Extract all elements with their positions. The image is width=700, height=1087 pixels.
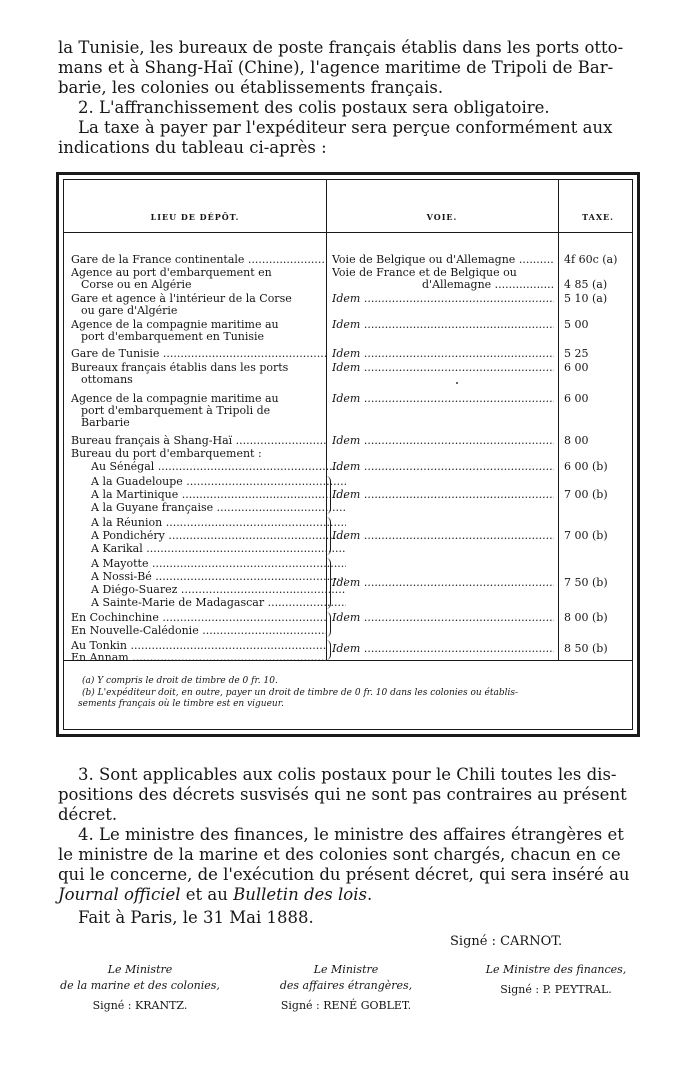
row-4-lieu-a: Agence de la compagnie maritime au xyxy=(71,319,279,331)
row-8-voie: Idem ..... xyxy=(332,435,554,447)
colony-guadeloupe: A la Guadeloupe ..... xyxy=(71,476,346,488)
colony-group-3-taxe: 7 00 (b) xyxy=(564,530,608,542)
brace-group-3 xyxy=(326,517,331,555)
signature-peytral xyxy=(456,962,656,998)
signature-goblet xyxy=(248,962,444,1014)
row-7-voie: Idem ..... xyxy=(332,393,554,405)
row-8-lieu: Bureau français à Shang-Haï ..... xyxy=(71,435,326,447)
tariff-table xyxy=(56,172,640,737)
row-4-taxe: 5 00 xyxy=(564,319,589,331)
colony-group-2-taxe: 7 00 (b) xyxy=(564,489,608,501)
row-2-lieu-a: Agence au port d'embarquement en xyxy=(71,267,272,279)
colony-tonkin: Au Tonkin ..... xyxy=(71,640,326,652)
colony-guyane: A la Guyane française ..... xyxy=(71,502,346,514)
header-divider xyxy=(64,232,632,233)
date-line: Fait à Paris, le 31 Mai 1888. xyxy=(78,908,314,927)
row-6-voie: Idem ..... xyxy=(332,362,554,374)
ink-dot xyxy=(456,382,458,384)
note-b-line-2: sements français où le timbre est en vigueur. xyxy=(78,699,284,709)
row-4-lieu-b: port d'embarquement en Tunisie xyxy=(81,331,265,343)
row-7-taxe: 6 00 xyxy=(564,393,589,405)
colony-martinique: A la Martinique ..... xyxy=(71,489,346,501)
colony-nouvelle-caledonie: En Nouvelle-Calédonie ..... xyxy=(71,625,326,637)
tariff-table-inner xyxy=(63,179,633,730)
colony-sainte-marie: A Sainte-Marie de Madagascar ..... xyxy=(71,597,346,609)
note-b-line-1: (b) L'expéditeur doit, en outre, payer un droit de timbre de 0 fr. 10 dans les colonies ou établis- xyxy=(82,688,519,698)
row-7-lieu-c: Barbarie xyxy=(81,417,130,429)
colony-pondichery: A Pondichéry ..... xyxy=(71,530,346,542)
article-4-connector: et au xyxy=(180,885,234,904)
row-7-lieu-b: port d'embarquement à Tripoli de xyxy=(81,405,271,417)
header-taxe: TAXE. xyxy=(582,212,614,222)
article-4-line-3: qui le concerne, de l'exécution du présent décret, qui sera inséré au xyxy=(58,865,630,884)
row-4-voie: Idem ..... xyxy=(332,319,554,331)
row-2-voie-a: Voie de France et de Belgique ou xyxy=(332,267,517,279)
brace-group-2 xyxy=(326,476,331,514)
article-4-line-4 xyxy=(58,885,372,905)
brace-group-6 xyxy=(326,640,331,660)
row-2-voie-b: d'Allemagne ..... xyxy=(332,279,554,291)
taxe-line-1: La taxe à payer par l'expéditeur sera perçue conformément aux xyxy=(78,118,613,137)
colony-group-4-taxe: 7 50 (b) xyxy=(564,577,608,589)
krantz-signed: Signé : KRANTZ. xyxy=(92,999,188,1012)
colony-group-5-voie: Idem ..... xyxy=(332,612,554,624)
note-a: (a) Y compris le droit de timbre de 0 fr. 10. xyxy=(82,676,278,686)
header-lieu: LIEU DE DÉPÔT. xyxy=(150,212,240,222)
brace-group-4 xyxy=(326,558,331,609)
krantz-title-2: de la marine et des colonies, xyxy=(60,979,220,992)
article-2: 2. L'affranchissement des colis postaux sera obligatoire. xyxy=(78,98,550,117)
article-4-line-2: le ministre de la marine et des colonies sont chargés, chacun en ce xyxy=(58,845,621,864)
colony-mayotte: A Mayotte ..... xyxy=(71,558,346,570)
peytral-signed: Signé : P. PEYTRAL. xyxy=(500,983,612,996)
signature-krantz xyxy=(42,962,238,1014)
goblet-signed: Signé : RENÉ GOBLET. xyxy=(280,999,412,1012)
colony-nossi-be: A Nossi-Bé ..... xyxy=(71,571,346,583)
row-3-lieu-a: Gare et agence à l'intérieur de la Corse xyxy=(71,293,292,305)
row-5-lieu: Gare de Tunisie ..... xyxy=(71,348,326,360)
row-1-voie: Voie de Belgique ou d'Allemagne ..... xyxy=(332,254,554,266)
peytral-title: Le Ministre des finances, xyxy=(485,963,627,976)
row-3-lieu-b: ou gare d'Algérie xyxy=(81,305,178,317)
colony-group-5-taxe: 8 00 (b) xyxy=(564,612,608,624)
row-1-taxe: 4f 60c (a) xyxy=(564,254,618,266)
row-5-voie: Idem ..... xyxy=(332,348,554,360)
brace-group-5 xyxy=(326,612,331,637)
krantz-title-1: Le Ministre xyxy=(107,963,173,976)
bulletin-des-lois: Bulletin des lois xyxy=(233,885,367,904)
colony-group-1-taxe: 6 00 (b) xyxy=(564,461,608,473)
row-6-lieu-a: Bureaux français établis dans les ports xyxy=(71,362,289,374)
article-3-line-3: décret. xyxy=(58,805,118,824)
article-3-line-1: 3. Sont applicables aux colis postaux pour le Chili toutes les dis- xyxy=(78,765,617,784)
colony-cochinchine: En Cochinchine ..... xyxy=(71,612,326,624)
goblet-title-2: des affaires étrangères, xyxy=(279,979,413,992)
signature-carnot: Signé : CARNOT. xyxy=(450,934,563,949)
row-6-lieu-b: ottomans xyxy=(81,374,133,386)
colony-annam: En Annam ..... xyxy=(71,652,326,664)
colony-group-2-voie: Idem ..... xyxy=(332,489,554,501)
colony-karikal: A Karikal ..... xyxy=(71,543,346,555)
article-4-period: . xyxy=(366,885,373,904)
colony-reunion: A la Réunion ..... xyxy=(71,517,346,529)
row-2-lieu-b: Corse ou en Algérie xyxy=(81,279,192,291)
journal-officiel: Journal officiel xyxy=(58,885,181,904)
row-8-taxe: 8 00 xyxy=(564,435,589,447)
row-3-taxe: 5 10 (a) xyxy=(564,293,608,305)
row-6-taxe: 6 00 xyxy=(564,362,589,374)
row-2-taxe: 4 85 (a) xyxy=(564,279,608,291)
header-voie: VOIE. xyxy=(426,212,458,222)
colony-diego-suarez: A Diégo-Suarez ..... xyxy=(71,584,346,596)
row-1-lieu: Gare de la France continentale ..... xyxy=(71,254,326,266)
taxe-line-2: indications du tableau ci-après : xyxy=(58,138,327,157)
row-9-lieu: Bureau du port d'embarquement : xyxy=(71,448,262,460)
row-5-taxe: 5 25 xyxy=(564,348,589,360)
colony-group-3-voie: Idem ..... xyxy=(332,530,554,542)
colony-group-4-voie: Idem ..... xyxy=(332,577,554,589)
colony-group-1-voie: Idem ..... xyxy=(332,461,554,473)
colony-group-6-voie: Idem ..... xyxy=(332,643,554,655)
intro-line-3: barie, les colonies ou établissements français. xyxy=(58,78,444,97)
intro-line-1: la Tunisie, les bureaux de poste français établis dans les ports otto- xyxy=(58,38,624,57)
article-3-line-2: positions des décrets susvisés qui ne sont pas contraires au présent xyxy=(58,785,627,804)
column-divider-2 xyxy=(558,180,559,660)
goblet-title-1: Le Ministre xyxy=(313,963,379,976)
colony-group-6-taxe: 8 50 (b) xyxy=(564,643,608,655)
row-3-voie: Idem ..... xyxy=(332,293,554,305)
intro-line-2: mans et à Shang-Haï (Chine), l'agence maritime de Tripoli de Bar- xyxy=(58,58,614,77)
row-7-lieu-a: Agence de la compagnie maritime au xyxy=(71,393,279,405)
colony-senegal: Au Sénégal ..... xyxy=(71,461,346,473)
article-4-line-1: 4. Le ministre des finances, le ministre des affaires étrangères et xyxy=(78,825,624,844)
